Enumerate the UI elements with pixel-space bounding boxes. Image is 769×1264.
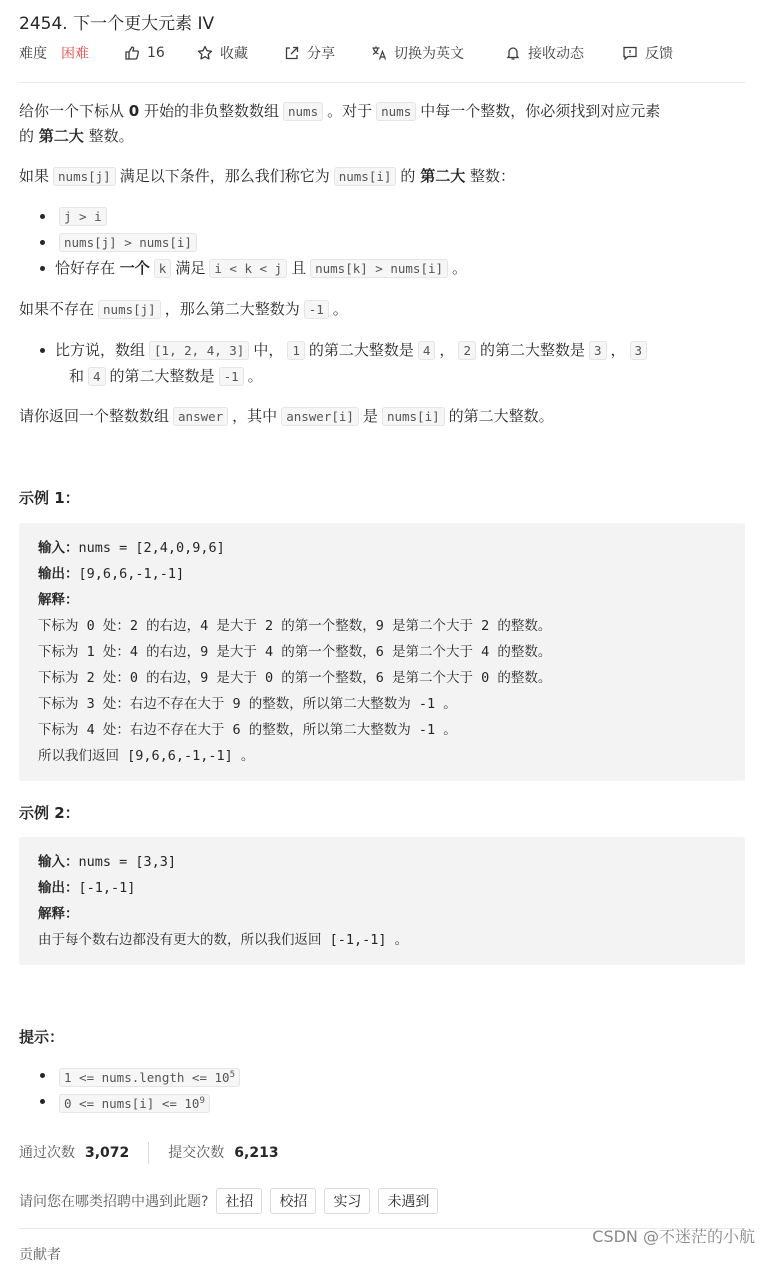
submitted-label: 提交次数 xyxy=(168,1145,225,1161)
example-1-line: 下标为 0 处：2 的右边，4 是大于 2 的第一个整数，9 是第二个大于 2 的整数。 xyxy=(38,618,552,634)
notify-label: 接收动态 xyxy=(528,46,584,62)
thumbs-up-icon xyxy=(124,45,140,61)
problem-toolbar xyxy=(19,42,745,64)
example-2-heading: 示例 2： xyxy=(19,804,80,822)
example-1-line: 下标为 2 处：0 的右边，9 是大于 0 的第一个整数，6 是第二个大于 0 的整数。 xyxy=(38,670,552,686)
example-note: 比方说，数组 [1, 2, 4, 3] 中， 1 的第二大整数是 4 ， 2 的第二大整数是 3 ， 3 xyxy=(55,339,651,362)
submitted-count: 6,213 xyxy=(234,1145,279,1161)
condition-item-2: nums[j] > nums[i] xyxy=(55,231,201,254)
example-1-block xyxy=(19,523,745,781)
description-paragraph-1: 给你一个下标从 0 开始的非负整数数组 nums 。对于 nums 中每一个整数，你必须找到对应元素 xyxy=(19,102,661,120)
description-paragraph-4: 请你返回一个整数数组 answer ，其中 answer[i] 是 nums[i] 的第二大整数。 xyxy=(19,407,554,425)
interview-survey xyxy=(19,1188,438,1214)
difficulty xyxy=(19,42,89,64)
example-2-output: 输出：[-1,-1] xyxy=(38,880,136,896)
example-2-input: 输入：nums = [3,3] xyxy=(38,854,177,870)
feedback-icon xyxy=(622,45,638,61)
constraint-item-2: 0 <= nums[i] <= $10^9$ xyxy=(55,1090,214,1115)
difficulty-label: 难度 xyxy=(19,46,47,62)
accepted-count: 3,072 xyxy=(85,1145,130,1161)
example-1-line: 下标为 3 处：右边不存在大于 9 的整数，所以第二大整数为 -1 。 xyxy=(38,696,457,712)
share-icon xyxy=(284,45,300,61)
switch-language-button[interactable] xyxy=(371,42,464,64)
accepted-label: 通过次数 xyxy=(19,1145,75,1161)
example-1-line: 下标为 1 处：4 的右边，9 是大于 4 的第一个整数，6 是第二个大于 4 的整数。 xyxy=(38,644,552,660)
example-1-line: 下标为 4 处：右边不存在大于 6 的整数，所以第二大整数为 -1 。 xyxy=(38,722,457,738)
description-paragraph-1-cont: 的 第二大 整数。 xyxy=(19,127,134,145)
notify-button[interactable] xyxy=(505,42,584,64)
constraint-item-1: 1 <= nums.length <= $10^5$ xyxy=(55,1064,244,1089)
description-paragraph-2: 如果 nums[j] 满足以下条件，那么我们称它为 nums[i] 的 第二大 整数： xyxy=(19,167,515,185)
example-1-input: 输入：nums = [2,4,0,9,6] xyxy=(38,540,225,556)
example-2-explain-label: 解释： xyxy=(38,906,79,922)
like-button[interactable] xyxy=(124,42,165,64)
share-button[interactable] xyxy=(284,42,335,64)
description-paragraph-3: 如果不存在 nums[j] ，那么第二大整数为 -1 。 xyxy=(19,300,348,318)
feedback-button[interactable] xyxy=(622,42,673,64)
example-1-line: 所以我们返回 [9,6,6,-1,-1] 。 xyxy=(38,748,255,764)
interview-question: 请问您在哪类招聘中遇到此题? xyxy=(19,1194,209,1210)
condition-item-1: j > i xyxy=(55,205,111,228)
translate-icon xyxy=(371,45,387,61)
tag-social-hire[interactable]: 社招 xyxy=(216,1188,262,1214)
example-note-cont: 和 4 的第二大整数是 -1 。 xyxy=(69,367,263,385)
problem-title: 2454. 下一个更大元素 IV xyxy=(19,14,215,34)
bell-icon xyxy=(505,45,521,61)
submission-stats xyxy=(19,1142,279,1164)
example-1-output: 输出：[9,6,6,-1,-1] xyxy=(38,566,185,582)
example-2-line: 由于每个数右边都没有更大的数，所以我们返回 [-1,-1] 。 xyxy=(38,932,409,948)
example-2-block xyxy=(19,837,745,965)
tag-internship[interactable]: 实习 xyxy=(324,1188,370,1214)
csdn-watermark: CSDN @不迷茫的小航 xyxy=(592,1227,755,1246)
favorite-label: 收藏 xyxy=(220,46,248,62)
header-divider xyxy=(19,82,745,83)
switch-language-label: 切换为英文 xyxy=(394,46,464,62)
difficulty-badge: 困难 xyxy=(61,46,89,62)
favorite-button[interactable] xyxy=(197,42,248,64)
feedback-label: 反馈 xyxy=(645,46,673,62)
example-1-explain-label: 解释： xyxy=(38,592,79,608)
contributor-label: 贡献者 xyxy=(19,1247,61,1263)
condition-item-3: 恰好存在 一个 k 满足 i < k < j 且 nums[k] > nums[i] 。 xyxy=(55,257,467,280)
tag-not-encountered[interactable]: 未遇到 xyxy=(378,1188,438,1214)
share-label: 分享 xyxy=(307,46,335,62)
star-icon xyxy=(197,45,213,61)
hints-heading: 提示： xyxy=(19,1028,65,1046)
example-1-heading: 示例 1： xyxy=(19,489,80,507)
tag-campus-hire[interactable]: 校招 xyxy=(270,1188,316,1214)
like-count: 16 xyxy=(147,45,165,61)
